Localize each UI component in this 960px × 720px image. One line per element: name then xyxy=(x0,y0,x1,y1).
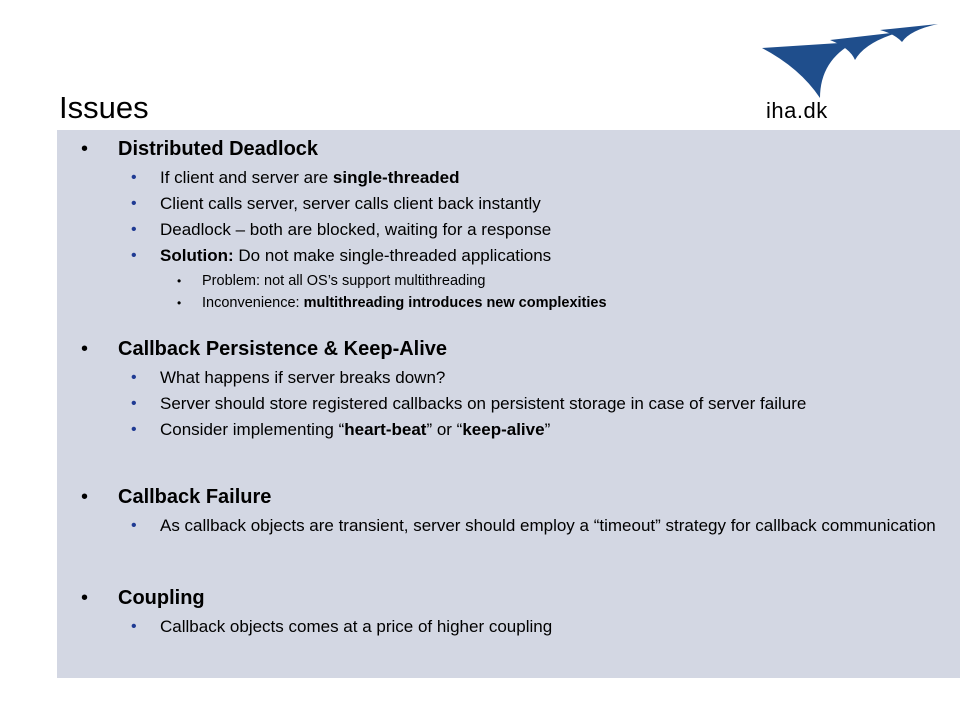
section-heading: Callback Persistence & Keep-Alive xyxy=(118,338,448,360)
list-item xyxy=(57,246,957,266)
section-distributed-deadlock xyxy=(57,138,957,316)
item-text: ” or “ xyxy=(426,420,463,439)
logo-stripe-1 xyxy=(762,42,855,98)
bullet: • xyxy=(131,421,137,438)
bullet: • xyxy=(177,274,182,288)
content-panel xyxy=(57,130,960,678)
section-heading: Coupling xyxy=(118,587,205,609)
item-text: Consider implementing “ xyxy=(160,420,345,439)
bullet: • xyxy=(81,587,89,609)
item-text: Do not make single-threaded applications xyxy=(233,246,552,265)
list-item xyxy=(57,516,957,536)
section-heading: Callback Failure xyxy=(118,486,272,508)
section-callback-persistence xyxy=(57,338,957,446)
item-text: Problem: not all OS’s support multithreading xyxy=(202,273,486,289)
section-heading: Distributed Deadlock xyxy=(118,138,319,160)
item-text: Client calls server, server calls client back instantly xyxy=(160,194,541,213)
section-coupling xyxy=(57,587,957,643)
bullet: • xyxy=(81,338,89,360)
item-text: As callback objects are transient, server should employ a “timeout” strategy for callback communication xyxy=(160,516,936,535)
list-item xyxy=(57,368,957,388)
item-bold-text: single-threaded xyxy=(332,168,460,187)
bullet: • xyxy=(131,517,137,534)
bullet: • xyxy=(131,221,137,238)
section-heading-row xyxy=(57,587,957,617)
sub-list-item xyxy=(57,272,957,290)
item-text: If client and server are xyxy=(160,168,333,187)
list-item xyxy=(57,194,957,214)
item-bold-text: heart-beat xyxy=(344,420,427,439)
bullet: • xyxy=(131,169,137,186)
list-item xyxy=(57,394,957,414)
item-text: Callback objects comes at a price of higher coupling xyxy=(160,617,553,636)
logo-text: iha.dk xyxy=(766,98,828,123)
item-bold-text: keep-alive xyxy=(462,420,545,439)
item-bold-text: Solution: xyxy=(160,246,234,265)
list-item xyxy=(57,420,957,440)
slide-title: Issues xyxy=(59,90,149,125)
logo-stripe-3 xyxy=(880,24,938,42)
bullet: • xyxy=(81,486,89,508)
bullet: • xyxy=(177,296,182,310)
bullet: • xyxy=(131,369,137,386)
section-heading-row xyxy=(57,486,957,516)
bullet: • xyxy=(81,138,89,160)
list-item xyxy=(57,168,957,188)
section-callback-failure xyxy=(57,486,957,542)
item-text: ” xyxy=(544,420,551,439)
item-text: Deadlock – both are blocked, waiting for a response xyxy=(160,220,552,239)
item-text: Server should store registered callbacks on persistent storage in case of server failure xyxy=(160,394,807,413)
section-heading-row xyxy=(57,138,957,168)
bullet: • xyxy=(131,195,137,212)
list-item xyxy=(57,617,957,637)
sub-list-item xyxy=(57,294,957,312)
bullet: • xyxy=(131,618,137,635)
section-heading-row xyxy=(57,338,957,368)
item-bold-text: multithreading introduces new complexities xyxy=(303,295,607,311)
bullet: • xyxy=(131,247,137,264)
item-text: What happens if server breaks down? xyxy=(160,368,446,387)
bullet: • xyxy=(131,395,137,412)
item-text: Inconvenience: xyxy=(202,295,304,311)
list-item xyxy=(57,220,957,240)
